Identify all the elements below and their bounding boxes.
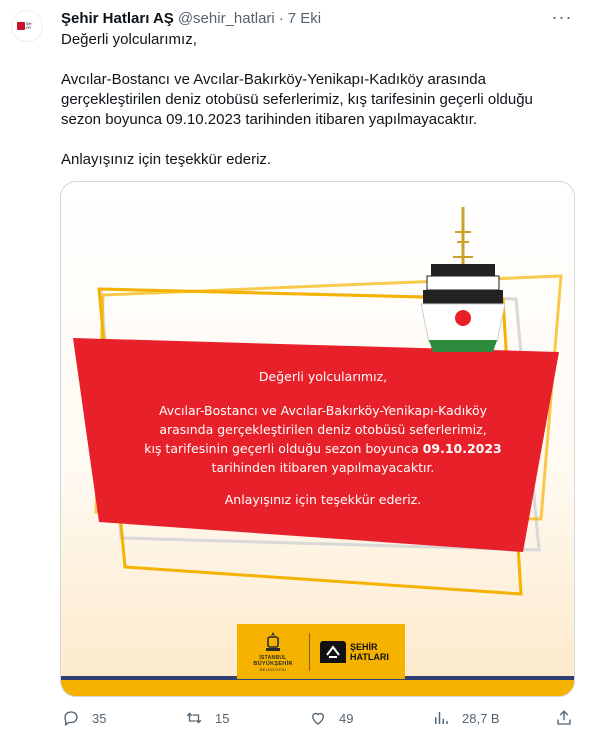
media-date: 09.10.2023	[422, 441, 502, 456]
logo-divider	[309, 633, 310, 671]
announcement-text	[133, 368, 513, 508]
sehir-hatlari-logo-icon: ŞH HT	[17, 21, 37, 31]
views-count: 28,7 B	[462, 710, 500, 726]
sehir-hatlari-badge-icon	[320, 641, 346, 663]
reply-icon	[62, 709, 80, 727]
ferry-illustration	[421, 207, 505, 352]
media-line-3: kış tarifesinin geçerli olduğu sezon boyunca	[144, 441, 423, 456]
like-button[interactable]	[309, 707, 353, 729]
tweet-text	[61, 30, 576, 170]
logo-box	[237, 624, 405, 679]
separator-dot: ·	[278, 9, 284, 27]
media-line-2: arasında gerçekleştirilen deniz otobüsü seferlerimiz,	[159, 422, 487, 437]
tweet-header	[61, 8, 321, 28]
ibb-line-3: BELEDİYESİ	[259, 667, 287, 672]
retweet-icon	[185, 709, 203, 727]
more-options-icon[interactable]: ···	[551, 6, 573, 27]
author-name[interactable]: Şehir Hatları AŞ	[61, 9, 174, 27]
ibb-line-2: BÜYÜKŞEHİR	[253, 661, 293, 667]
ibb-emblem-icon	[265, 631, 281, 653]
media-line-1: Avcılar-Bostancı ve Avcılar-Bakırköy-Yenikapı-Kadıköy	[158, 403, 488, 418]
avatar[interactable]	[11, 10, 43, 42]
like-icon	[309, 709, 327, 727]
tweet-greeting: Değerli yolcularımız,	[61, 31, 197, 48]
reply-count: 35	[92, 710, 107, 726]
retweet-count: 15	[215, 710, 230, 726]
tweet-body: Avcılar-Bostancı ve Avcılar-Bakırköy-Yenikapı-Kadıköy arasında gerçekleştirilen deniz otobüsü seferlerimiz, kış tarifesinin geçerli olduğu sezon boyunca 09.10.2023 tarihinden itibaren yapılmayacaktır.	[61, 71, 533, 128]
media-line-4: tarihinden itibaren yapılmayacaktır.	[211, 460, 435, 475]
reply-button[interactable]	[62, 707, 106, 729]
share-button[interactable]	[555, 707, 573, 729]
views-icon	[432, 709, 450, 727]
sehir-hatlari-logo	[320, 641, 389, 663]
views-button[interactable]	[432, 707, 500, 729]
author-handle[interactable]: @sehir_hatlari	[177, 9, 275, 27]
share-icon	[555, 709, 573, 727]
media-thanks: Anlayışınız için teşekkür ederiz.	[224, 492, 422, 507]
retweet-button[interactable]	[185, 707, 229, 729]
tweet-actions	[0, 707, 591, 729]
tweet-time[interactable]: 7 Eki	[287, 9, 322, 27]
ibb-logo	[237, 624, 309, 679]
sh-line-2: HATLARI	[350, 651, 389, 662]
ibb-line-1: İSTANBUL	[259, 655, 287, 661]
sh-line-1: ŞEHİR	[350, 641, 378, 652]
media-greeting: Değerli yolcularımız,	[258, 369, 388, 384]
tweet-thanks: Anlayışınız için teşekkür ederiz.	[61, 151, 272, 168]
like-count: 49	[339, 710, 354, 726]
tweet-media-image[interactable]	[60, 181, 575, 697]
